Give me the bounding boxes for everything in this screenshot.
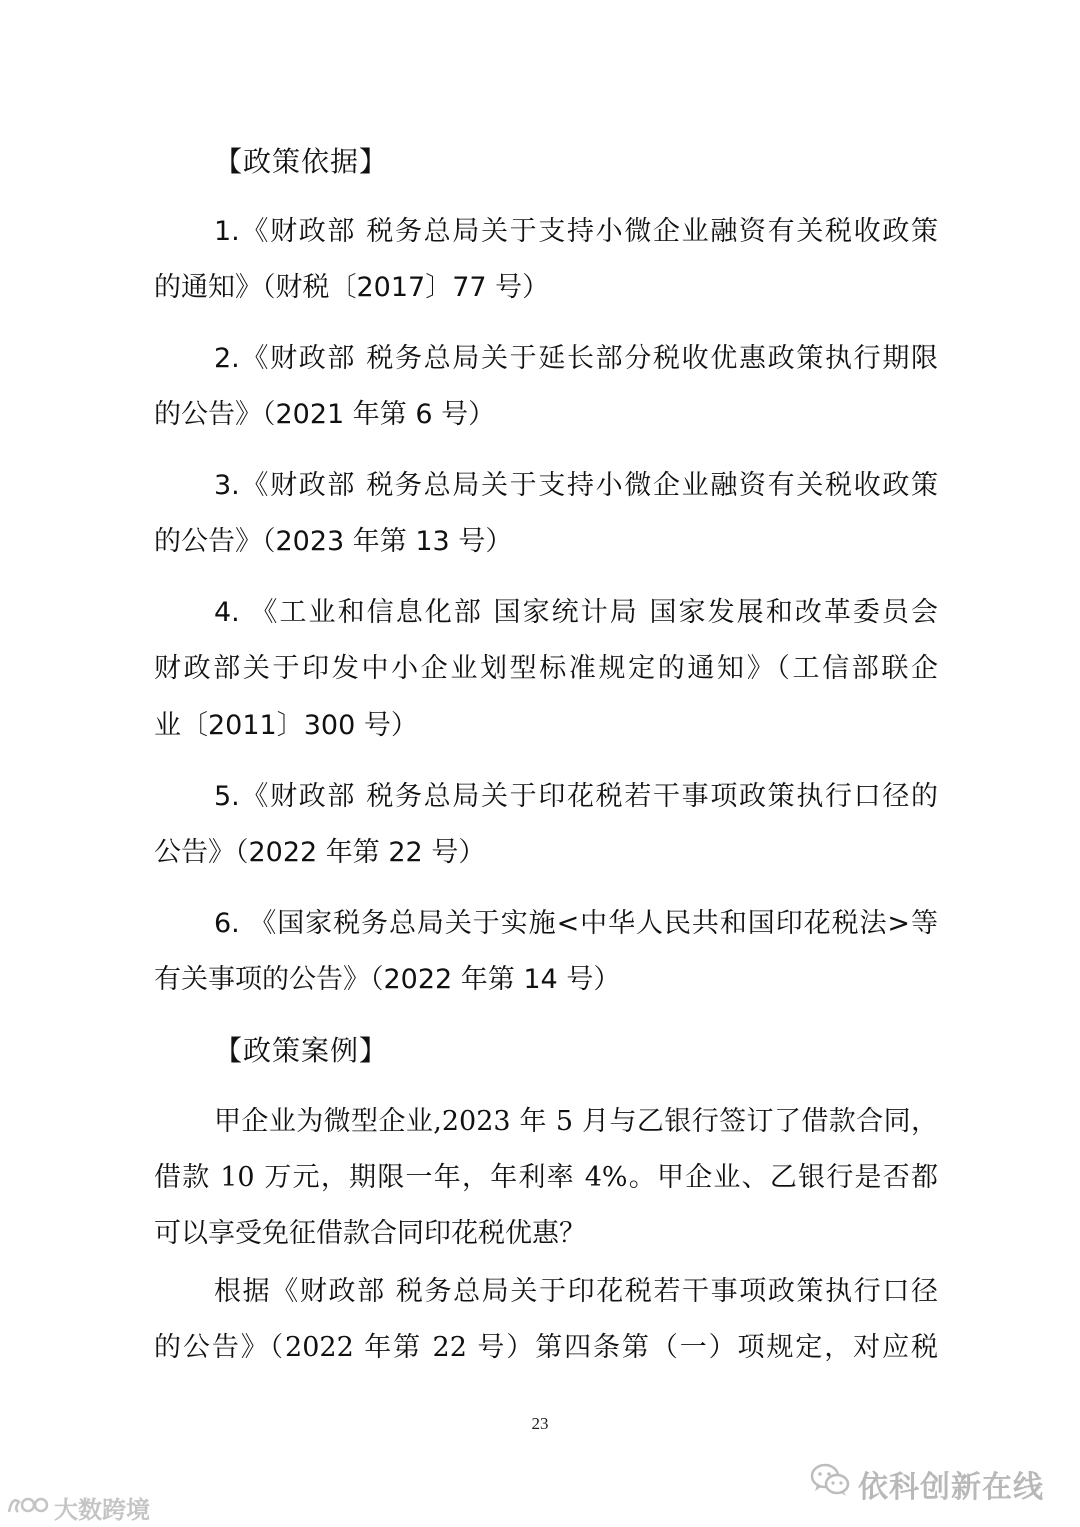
- policy-case-paragraph-1-line-3: 可以享受免征借款合同印花税优惠？: [154, 1218, 586, 1249]
- policy-basis-item-2-line-2: 的公告》（2021 年第 6 号）: [154, 399, 496, 430]
- watermark-left: [6, 1490, 150, 1525]
- wechat-icon: [810, 1463, 850, 1505]
- policy-basis-item-1-line-1: 1.《财政部 税务总局关于支持小微企业融资有关税收政策: [214, 216, 938, 247]
- policy-basis-item-4-line-3: 业〔2011〕300 号）: [154, 710, 418, 741]
- policy-basis-item-4-line-2: 财政部关于印发中小企业划型标准规定的通知》（工信部联企: [154, 653, 938, 684]
- brand-logo-icon: [6, 1492, 50, 1524]
- policy-case-paragraph-1-line-1: 甲企业为微型企业,2023 年 5 月与乙银行签订了借款合同，: [214, 1106, 938, 1137]
- policy-basis-item-5-line-2: 公告》（2022 年第 22 号）: [154, 837, 486, 868]
- policy-case-paragraph-2-line-1: 根据《财政部 税务总局关于印花税若干事项政策执行口径: [214, 1276, 938, 1307]
- policy-case-paragraph-1-line-2: 借款 10 万元，期限一年，年利率 4%。甲企业、乙银行是否都: [154, 1162, 938, 1193]
- policy-case-heading: 【政策案例】: [214, 1034, 389, 1067]
- policy-basis-item-1-line-2: 的通知》（财税〔2017〕77 号）: [154, 272, 550, 303]
- watermark-left-text: 大数跨境: [54, 1496, 150, 1524]
- policy-basis-item-3-line-2: 的公告》（2023 年第 13 号）: [154, 526, 513, 557]
- watermark-right-text: 依科创新在线: [858, 1470, 1044, 1505]
- policy-basis-item-6-line-1: 6. 《国家税务总局关于实施<中华人民共和国印花税法>等: [214, 908, 938, 939]
- policy-basis-item-5-line-1: 5.《财政部 税务总局关于印花税若干事项政策执行口径的: [214, 781, 938, 812]
- policy-basis-heading: 【政策依据】: [214, 145, 389, 178]
- policy-basis-item-2-line-1: 2.《财政部 税务总局关于延长部分税收优惠政策执行期限: [214, 343, 938, 374]
- watermark-right: [810, 1462, 1044, 1506]
- policy-basis-item-4-line-1: 4. 《工业和信息化部 国家统计局 国家发展和改革委员会: [214, 597, 938, 628]
- page-number: 23: [531, 1414, 549, 1433]
- policy-basis-item-6-line-2: 有关事项的公告》（2022 年第 14 号）: [154, 964, 621, 995]
- policy-case-paragraph-2-line-2: 的公告》（2022 年第 22 号）第四条第（一）项规定，对应税: [154, 1332, 938, 1363]
- policy-basis-item-3-line-1: 3.《财政部 税务总局关于支持小微企业融资有关税收政策: [214, 470, 938, 501]
